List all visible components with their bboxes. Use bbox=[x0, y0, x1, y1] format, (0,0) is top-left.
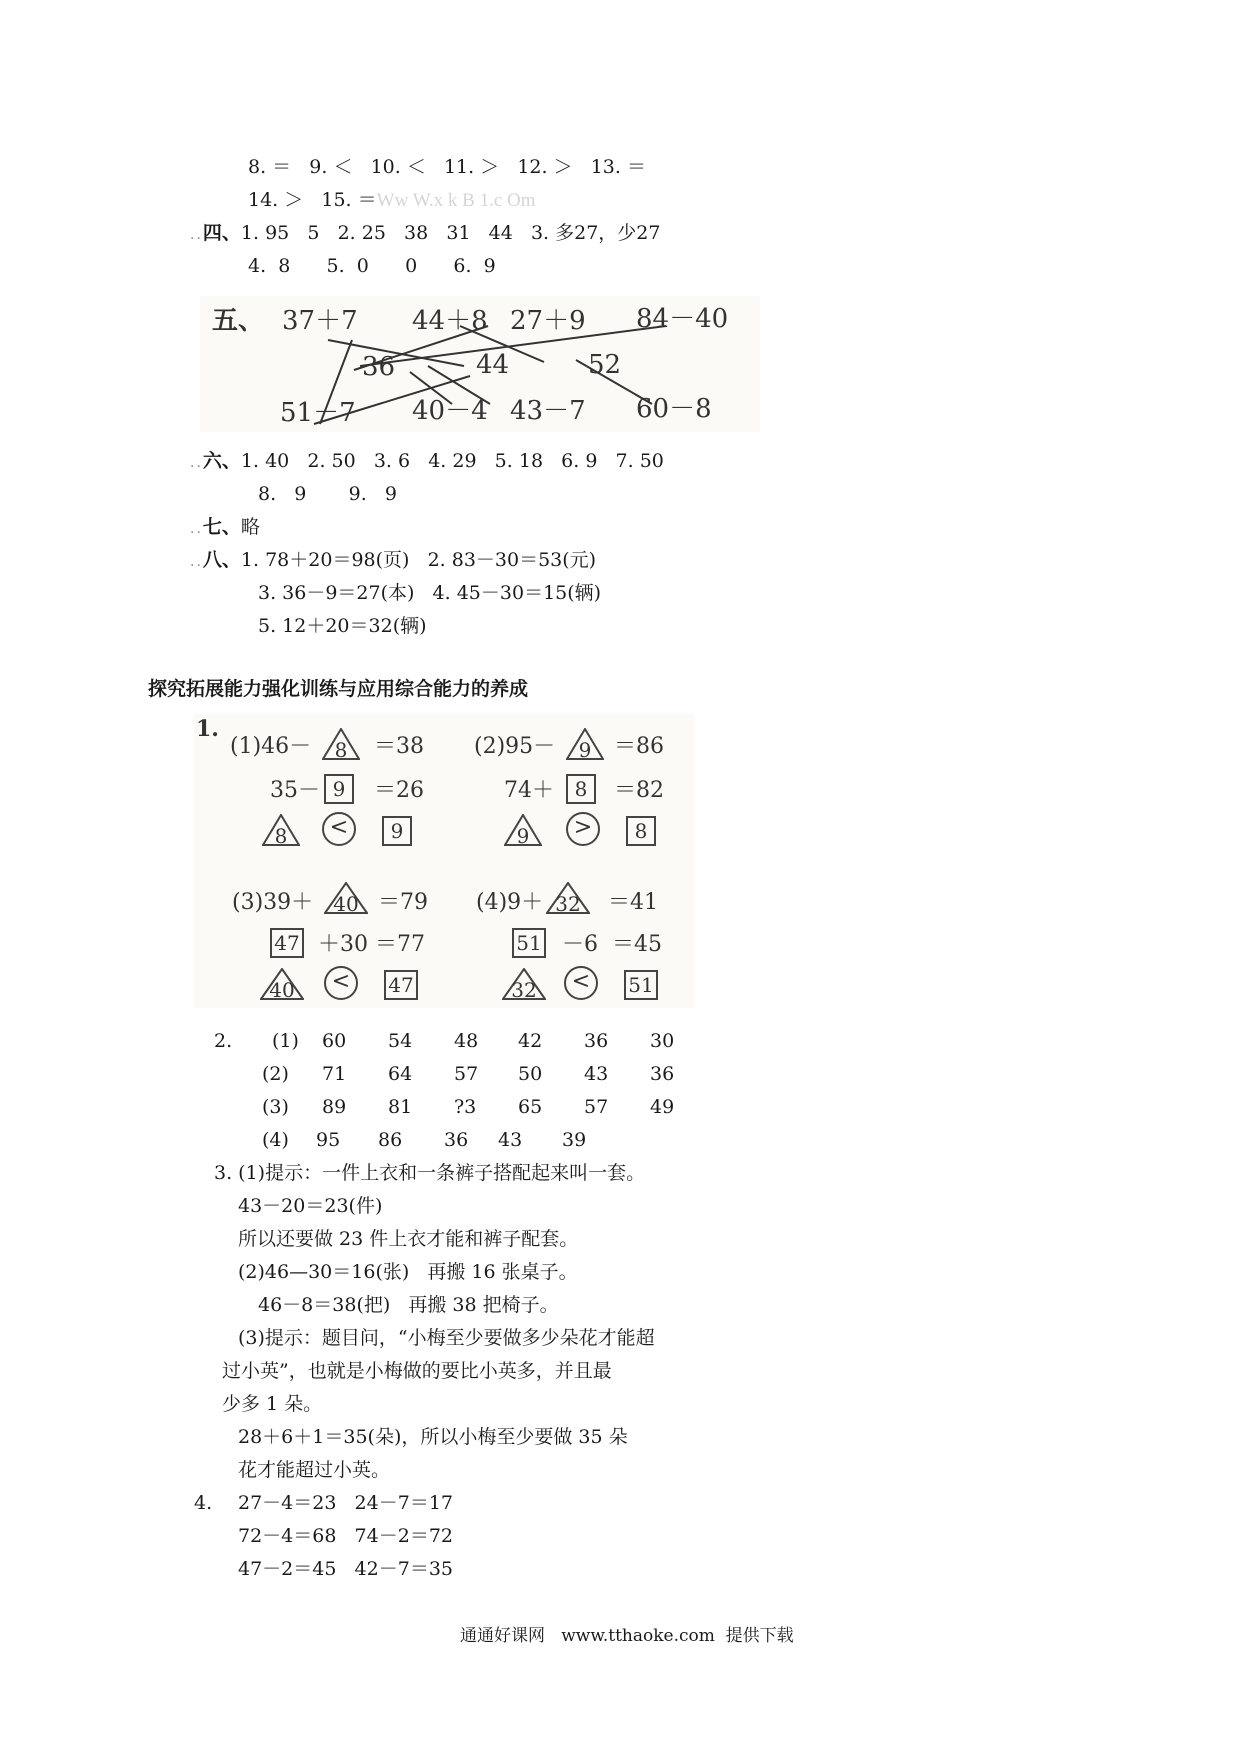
top-expression: 84－40 bbox=[636, 304, 729, 334]
sequence-value: 89 bbox=[322, 1096, 347, 1118]
bottom-expression: 43－7 bbox=[510, 396, 586, 426]
sequence-value: 42 bbox=[518, 1030, 543, 1052]
question-number: 2. bbox=[214, 1030, 233, 1052]
answer-line-3b: 14. ＞ 15. ＝Ww W.x k B 1.c Om bbox=[248, 189, 536, 211]
sequence-value: 30 bbox=[650, 1030, 675, 1052]
equation-result: ＝38 bbox=[374, 734, 424, 759]
bottom-expression: 40－4 bbox=[412, 396, 488, 426]
sequence-value: 95 bbox=[316, 1129, 341, 1151]
triangle-answer: 8 bbox=[322, 728, 360, 760]
equation-result: ＝26 bbox=[374, 778, 424, 803]
section-label: 四、 bbox=[202, 222, 241, 244]
sequence-value: 36 bbox=[584, 1030, 609, 1052]
compare-symbol: > bbox=[566, 812, 600, 846]
box-answer: 9 bbox=[382, 816, 412, 846]
q3-line: 过小英”，也就是小梅做的要比小英多，并且最 bbox=[222, 1360, 612, 1382]
triangle-answer: 40 bbox=[324, 882, 368, 914]
q4-line: 27－4＝23 24－7＝17 bbox=[238, 1492, 454, 1514]
equation-result: ＝86 bbox=[614, 734, 664, 759]
top-expression: 37＋7 bbox=[282, 306, 358, 336]
page-footer: 通通好课网 www.tthaoke.com 提供下载 bbox=[460, 1626, 794, 1646]
sequence-value: 65 bbox=[518, 1096, 543, 1118]
q3-line: 46－8＝38(把) 再搬 38 把椅子。 bbox=[258, 1294, 559, 1316]
box-answer: 8 bbox=[566, 774, 596, 804]
answer-line-3a: 8. ＝ 9. ＜ 10. ＜ 11. ＞ 12. ＞ 13. ＝ bbox=[248, 156, 646, 178]
triangle-answer: 9 bbox=[566, 728, 604, 760]
q3-line: (3)提示：题目问，“小梅至少要做多少朵花才能超 bbox=[238, 1327, 655, 1349]
section-label: 八、 bbox=[202, 549, 241, 571]
answer-section-6: ..六、1. 40 2. 50 3. 6 4. 29 5. 18 6. 9 7. 50 bbox=[190, 450, 664, 472]
box-answer: 51 bbox=[512, 928, 546, 958]
sequence-value: ?3 bbox=[454, 1096, 477, 1118]
box-answer: 51 bbox=[624, 970, 658, 1000]
row-label: (3) bbox=[262, 1096, 289, 1118]
q1-4-label: (4)9＋ bbox=[476, 890, 544, 915]
sequence-value: 48 bbox=[454, 1030, 479, 1052]
q3-line: 43－20＝23(件) bbox=[238, 1195, 383, 1217]
equation-result: ＋30 ＝77 bbox=[318, 932, 425, 957]
q1-1-row2: 35－ bbox=[270, 778, 320, 803]
q1-3-label: (3)39＋ bbox=[232, 890, 314, 915]
compare-symbol: < bbox=[324, 966, 358, 1000]
section-title: 探究拓展能力强化训练与应用综合能力的养成 bbox=[148, 678, 529, 700]
box-answer: 9 bbox=[324, 774, 354, 804]
answer-line-8b: 3. 36－9＝27(本) 4. 45－30＝15(辆) bbox=[258, 582, 602, 604]
q4-line: 72－4＝68 74－2＝72 bbox=[238, 1525, 454, 1547]
watermark-text: Ww W.x k B 1.c Om bbox=[376, 190, 536, 211]
equation-result: ＝79 bbox=[378, 890, 428, 915]
q1-1-label: (1)46－ bbox=[230, 734, 312, 759]
section-label: 六、 bbox=[202, 450, 241, 472]
q1-2-label: (2)95－ bbox=[474, 734, 556, 759]
compare-symbol: < bbox=[564, 966, 598, 1000]
q4-line: 47－2＝45 42－7＝35 bbox=[238, 1558, 454, 1580]
answer-line-6b: 8. 9 9. 9 bbox=[258, 483, 397, 505]
question-number: 1. bbox=[196, 716, 219, 742]
sequence-value: 39 bbox=[562, 1129, 587, 1151]
middle-value: 44 bbox=[476, 350, 510, 380]
q3-line: 花才能超过小英。 bbox=[238, 1459, 391, 1481]
q1-2-row2: 74＋ bbox=[504, 778, 554, 803]
sequence-value: 43 bbox=[498, 1129, 523, 1151]
triangle-answer: 32 bbox=[546, 882, 590, 914]
q3-line: 3. (1)提示：一件上衣和一条裤子搭配起来叫一套。 bbox=[214, 1162, 646, 1184]
equation-result: －6 ＝45 bbox=[562, 932, 662, 957]
section-label: 七、 bbox=[202, 516, 241, 538]
q3-line: 少多 1 朵。 bbox=[222, 1393, 323, 1415]
top-expression: 27＋9 bbox=[510, 306, 586, 336]
answer-line-4b: 4. 8 5. 0 0 6. 9 bbox=[248, 255, 496, 277]
row-label: (1) bbox=[272, 1030, 299, 1052]
q1-figure bbox=[194, 714, 694, 1008]
sequence-value: 57 bbox=[454, 1063, 479, 1085]
section-label: 五、 bbox=[212, 306, 265, 336]
bottom-expression: 51－7 bbox=[280, 398, 356, 428]
q3-line: (2)46—30＝16(张) 再搬 16 张桌子。 bbox=[238, 1261, 578, 1283]
sequence-value: 81 bbox=[388, 1096, 413, 1118]
row-label: (2) bbox=[262, 1063, 289, 1085]
box-answer: 8 bbox=[626, 816, 656, 846]
matching-figure bbox=[200, 296, 760, 432]
equation-result: ＝41 bbox=[608, 890, 658, 915]
sequence-value: 43 bbox=[584, 1063, 609, 1085]
middle-value: 52 bbox=[588, 350, 622, 380]
sequence-value: 36 bbox=[650, 1063, 675, 1085]
answer-section-8: ..八、1. 78＋20＝98(页) 2. 83－30＝53(元) bbox=[190, 549, 597, 571]
sequence-value: 71 bbox=[322, 1063, 347, 1085]
answer-line-8c: 5. 12＋20＝32(辆) bbox=[258, 615, 427, 637]
sequence-value: 64 bbox=[388, 1063, 413, 1085]
answer-section-7: ..七、略 bbox=[190, 516, 260, 538]
answer-section-4: ..四、1. 95 5 2. 25 38 31 44 3. 多27，少27 bbox=[190, 222, 661, 244]
triangle-answer: 9 bbox=[504, 814, 542, 846]
q3-line: 所以还要做 23 件上衣才能和裤子配套。 bbox=[238, 1228, 579, 1250]
middle-value: 36 bbox=[362, 352, 396, 382]
q3-line: 28＋6＋1＝35(朵)，所以小梅至少要做 35 朵 bbox=[238, 1426, 628, 1448]
sequence-value: 60 bbox=[322, 1030, 347, 1052]
box-answer: 47 bbox=[384, 970, 418, 1000]
top-expression: 44＋8 bbox=[412, 306, 488, 336]
equation-result: ＝82 bbox=[614, 778, 664, 803]
question-number: 4. bbox=[194, 1492, 213, 1514]
sequence-value: 57 bbox=[584, 1096, 609, 1118]
row-label: (4) bbox=[262, 1129, 289, 1151]
sequence-value: 86 bbox=[378, 1129, 403, 1151]
triangle-answer: 40 bbox=[260, 968, 304, 1000]
box-answer: 47 bbox=[270, 928, 304, 958]
triangle-answer: 8 bbox=[262, 814, 300, 846]
compare-symbol: < bbox=[322, 812, 356, 846]
sequence-value: 50 bbox=[518, 1063, 543, 1085]
sequence-value: 54 bbox=[388, 1030, 413, 1052]
sequence-value: 36 bbox=[444, 1129, 469, 1151]
triangle-answer: 32 bbox=[502, 968, 546, 1000]
sequence-value: 49 bbox=[650, 1096, 675, 1118]
bottom-expression: 60－8 bbox=[636, 394, 712, 424]
